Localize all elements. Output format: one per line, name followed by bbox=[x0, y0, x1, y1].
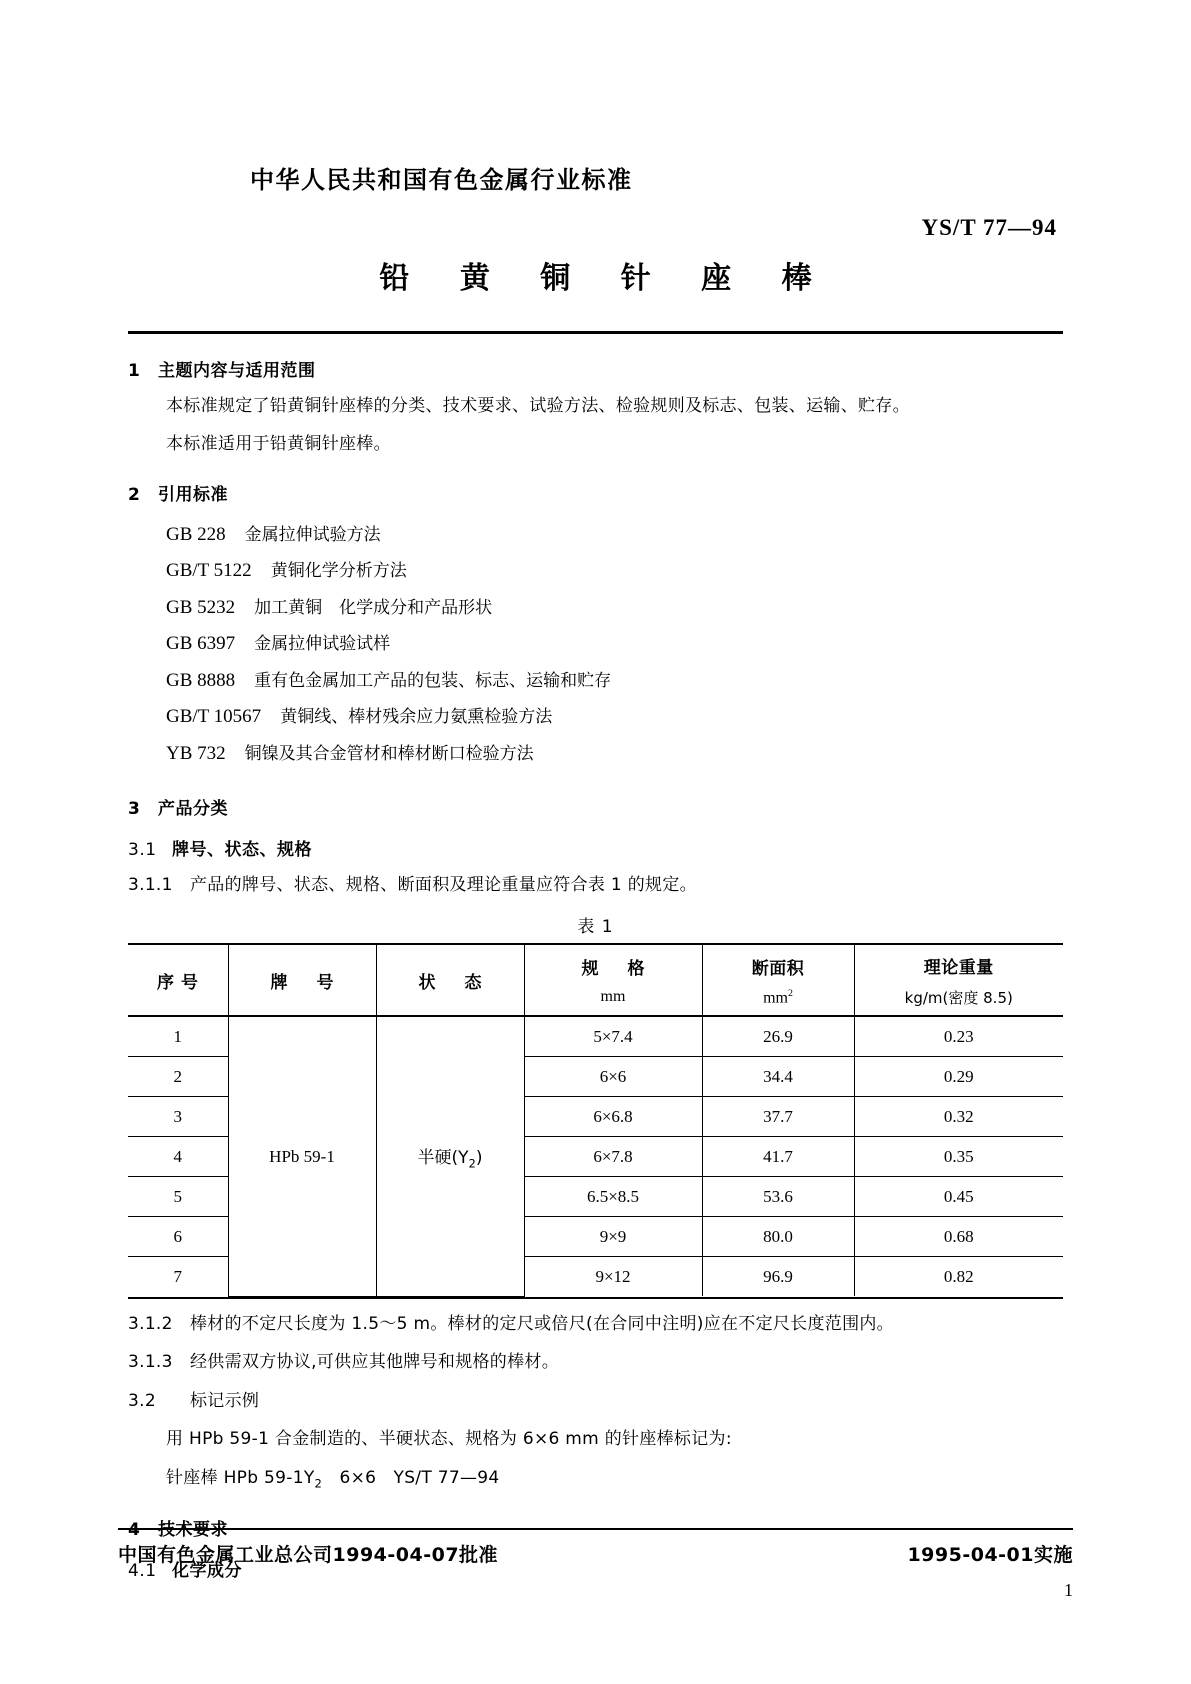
standard-number-row bbox=[128, 215, 1063, 241]
section-3-1-2-text: 棒材的不定尺长度为 1.5～5 m。棒材的定尺或倍尺(在合同中注明)应在不定尺长度范围内。 bbox=[190, 1313, 894, 1334]
implementation-statement: 1995-04-01实施 bbox=[907, 1544, 1073, 1566]
cell-state-subscript: 2 bbox=[468, 1156, 476, 1171]
reference-code: GB/T 10567 bbox=[166, 706, 262, 728]
reference-code: GB/T 5122 bbox=[166, 560, 252, 582]
section-3-title: 产品分类 bbox=[158, 798, 228, 819]
cell-weight: 0.45 bbox=[854, 1177, 1063, 1217]
cell-sequence: 6 bbox=[128, 1217, 228, 1257]
cell-weight: 0.29 bbox=[854, 1057, 1063, 1097]
list-item bbox=[166, 663, 1063, 699]
cell-sequence: 4 bbox=[128, 1137, 228, 1177]
masthead bbox=[128, 0, 1063, 297]
section-4-title: 技术要求 bbox=[158, 1520, 228, 1541]
cell-area: 96.9 bbox=[702, 1257, 854, 1297]
section-1-paragraph-1: 本标准规定了铅黄铜针座棒的分类、技术要求、试验方法、检验规则及标志、包装、运输、贮存。 bbox=[166, 396, 910, 416]
cell-area: 26.9 bbox=[702, 1016, 854, 1057]
column-header-sequence bbox=[128, 945, 228, 1016]
footer-divider bbox=[118, 1528, 1073, 1530]
reference-name: 黄铜线、棒材残余应力氨熏检验方法 bbox=[280, 707, 553, 728]
column-header-weight bbox=[854, 945, 1063, 1016]
table-caption: 表 1 bbox=[577, 917, 614, 938]
cell-sequence: 3 bbox=[128, 1097, 228, 1137]
section-3-1-2-paragraph bbox=[128, 1312, 1063, 1338]
cell-grade-merged: HPb 59-1 bbox=[228, 1016, 376, 1296]
cell-spec: 6.5×8.5 bbox=[524, 1177, 702, 1217]
section-3-2-title: 标记示例 bbox=[190, 1390, 260, 1411]
section-2-heading bbox=[128, 480, 1063, 505]
reference-name: 重有色金属加工产品的包装、标志、运输和贮存 bbox=[254, 670, 612, 691]
referenced-standards-list bbox=[166, 517, 1063, 772]
header-label-area: 断面积 bbox=[751, 958, 805, 979]
section-3-1-3-text: 经供需双方协议,可供应其他牌号和规格的棒材。 bbox=[190, 1352, 560, 1373]
section-3-1-2-number: 3.1.2 bbox=[128, 1313, 173, 1334]
column-header-spec bbox=[524, 945, 702, 1016]
marking-example-code bbox=[166, 1465, 1063, 1493]
header-unit-spec: mm bbox=[600, 988, 626, 1006]
section-4-1-title: 化学成分 bbox=[172, 1561, 242, 1582]
cell-area: 80.0 bbox=[702, 1217, 854, 1257]
section-3-1-1-number: 3.1.1 bbox=[128, 874, 173, 895]
page-footer bbox=[118, 1540, 1073, 1567]
cell-spec: 6×7.8 bbox=[524, 1137, 702, 1177]
header-unit-weight bbox=[857, 987, 1062, 1008]
cell-area: 34.4 bbox=[702, 1057, 854, 1097]
reference-code: GB 5232 bbox=[166, 596, 236, 618]
cell-area: 37.7 bbox=[702, 1097, 854, 1137]
section-2-number: 2 bbox=[128, 484, 141, 505]
cell-spec: 6×6 bbox=[524, 1057, 702, 1097]
cell-spec: 5×7.4 bbox=[524, 1016, 702, 1057]
cell-sequence: 2 bbox=[128, 1057, 228, 1097]
section-3-1-3-paragraph bbox=[128, 1350, 1063, 1376]
list-item bbox=[166, 590, 1063, 626]
standard-number: YS/T 77—94 bbox=[921, 215, 1057, 240]
marking-code-suffix: 6×6 YS/T 77—94 bbox=[322, 1467, 500, 1488]
cell-state-merged bbox=[376, 1016, 524, 1296]
section-3-2-number: 3.2 bbox=[128, 1390, 156, 1411]
header-label-spec: 规 格 bbox=[581, 959, 651, 980]
list-item bbox=[166, 699, 1063, 735]
section-3-1-heading bbox=[128, 835, 1063, 860]
marking-code-subscript: 2 bbox=[314, 1476, 323, 1491]
header-label-weight: 理论重量 bbox=[923, 957, 994, 978]
section-3-1-3-number: 3.1.3 bbox=[128, 1352, 173, 1373]
header-unit-weight-text: kg/m(密度 8.5) bbox=[904, 988, 1013, 1007]
reference-name: 黄铜化学分析方法 bbox=[270, 561, 407, 582]
reference-code: GB 228 bbox=[166, 523, 226, 545]
document-title: 铅 黄 铜 针 座 棒 bbox=[379, 261, 832, 296]
section-3-heading bbox=[128, 794, 1063, 819]
cell-weight: 0.68 bbox=[854, 1217, 1063, 1257]
section-3-1-number: 3.1 bbox=[128, 839, 157, 860]
cell-state-suffix: ) bbox=[475, 1148, 483, 1169]
reference-name: 金属拉伸试验试样 bbox=[254, 634, 391, 655]
approval-statement: 中国有色金属工业总公司1994-04-07批准 bbox=[118, 1544, 499, 1566]
marking-code-prefix: 针座棒 HPb 59-1Y bbox=[166, 1467, 315, 1488]
column-header-state bbox=[376, 945, 524, 1016]
list-item bbox=[166, 736, 1063, 772]
section-3-1-title: 牌号、状态、规格 bbox=[172, 839, 312, 860]
section-3-1-1-paragraph bbox=[128, 873, 1063, 899]
table-row bbox=[128, 1016, 1063, 1057]
reference-name: 金属拉伸试验方法 bbox=[244, 524, 381, 545]
section-1-title: 主题内容与适用范围 bbox=[158, 361, 316, 381]
issuing-authority-title: 中华人民共和国有色金属行业标准 bbox=[250, 166, 633, 194]
section-1-number: 1 bbox=[128, 361, 141, 381]
header-unit-area-exponent: 2 bbox=[787, 987, 793, 999]
list-item bbox=[166, 626, 1063, 662]
marking-example-description: 用 HPb 59-1 合金制造的、半硬状态、规格为 6×6 mm 的针座棒标记为: bbox=[166, 1429, 732, 1450]
cell-weight: 0.82 bbox=[854, 1257, 1063, 1297]
spec-table-wrapper bbox=[128, 943, 1063, 1299]
section-4-number: 4 bbox=[128, 1520, 141, 1541]
page-content bbox=[128, 0, 1063, 1581]
header-label-grade: 牌 号 bbox=[270, 972, 340, 993]
section-2-title: 引用标准 bbox=[158, 484, 228, 505]
reference-code: GB 6397 bbox=[166, 633, 236, 655]
reference-code: GB 8888 bbox=[166, 669, 236, 691]
cell-sequence: 5 bbox=[128, 1177, 228, 1217]
spec-table bbox=[128, 945, 1063, 1297]
cell-area: 53.6 bbox=[702, 1177, 854, 1217]
cell-weight: 0.35 bbox=[854, 1137, 1063, 1177]
reference-name: 铜镍及其合金管材和棒材断口检验方法 bbox=[244, 743, 534, 764]
cell-sequence: 1 bbox=[128, 1016, 228, 1057]
document-title-row bbox=[128, 253, 1063, 297]
header-label-sequence: 序 号 bbox=[157, 972, 199, 993]
section-3-1-1-text: 产品的牌号、状态、规格、断面积及理论重量应符合表 1 的规定。 bbox=[190, 874, 697, 895]
table-header-row bbox=[128, 945, 1063, 1016]
section-3-number: 3 bbox=[128, 798, 141, 819]
cell-spec: 6×6.8 bbox=[524, 1097, 702, 1137]
page-number: 1 bbox=[1064, 1580, 1073, 1600]
list-item bbox=[166, 553, 1063, 589]
list-item bbox=[166, 517, 1063, 553]
reference-code: YB 732 bbox=[166, 742, 226, 764]
cell-spec: 9×12 bbox=[524, 1257, 702, 1297]
header-divider bbox=[128, 331, 1063, 334]
cell-weight: 0.32 bbox=[854, 1097, 1063, 1137]
cell-sequence: 7 bbox=[128, 1257, 228, 1297]
column-header-area bbox=[702, 945, 854, 1016]
cell-spec: 9×9 bbox=[524, 1217, 702, 1257]
section-1-paragraph-2: 本标准适用于铅黄铜针座棒。 bbox=[166, 434, 391, 455]
header-unit-area bbox=[705, 988, 852, 1007]
section-1-heading bbox=[128, 356, 1063, 381]
cell-state-prefix: 半硬(Y bbox=[417, 1148, 469, 1169]
section-3-2-heading bbox=[128, 1389, 1063, 1415]
header-label-state: 状 态 bbox=[418, 972, 488, 993]
section-4-1-number: 4.1 bbox=[128, 1561, 157, 1582]
header-unit-area-base: mm bbox=[763, 989, 788, 1007]
reference-name: 加工黄铜 化学成分和产品形状 bbox=[254, 597, 493, 618]
cell-weight: 0.23 bbox=[854, 1016, 1063, 1057]
cell-area: 41.7 bbox=[702, 1137, 854, 1177]
column-header-grade bbox=[228, 945, 376, 1016]
